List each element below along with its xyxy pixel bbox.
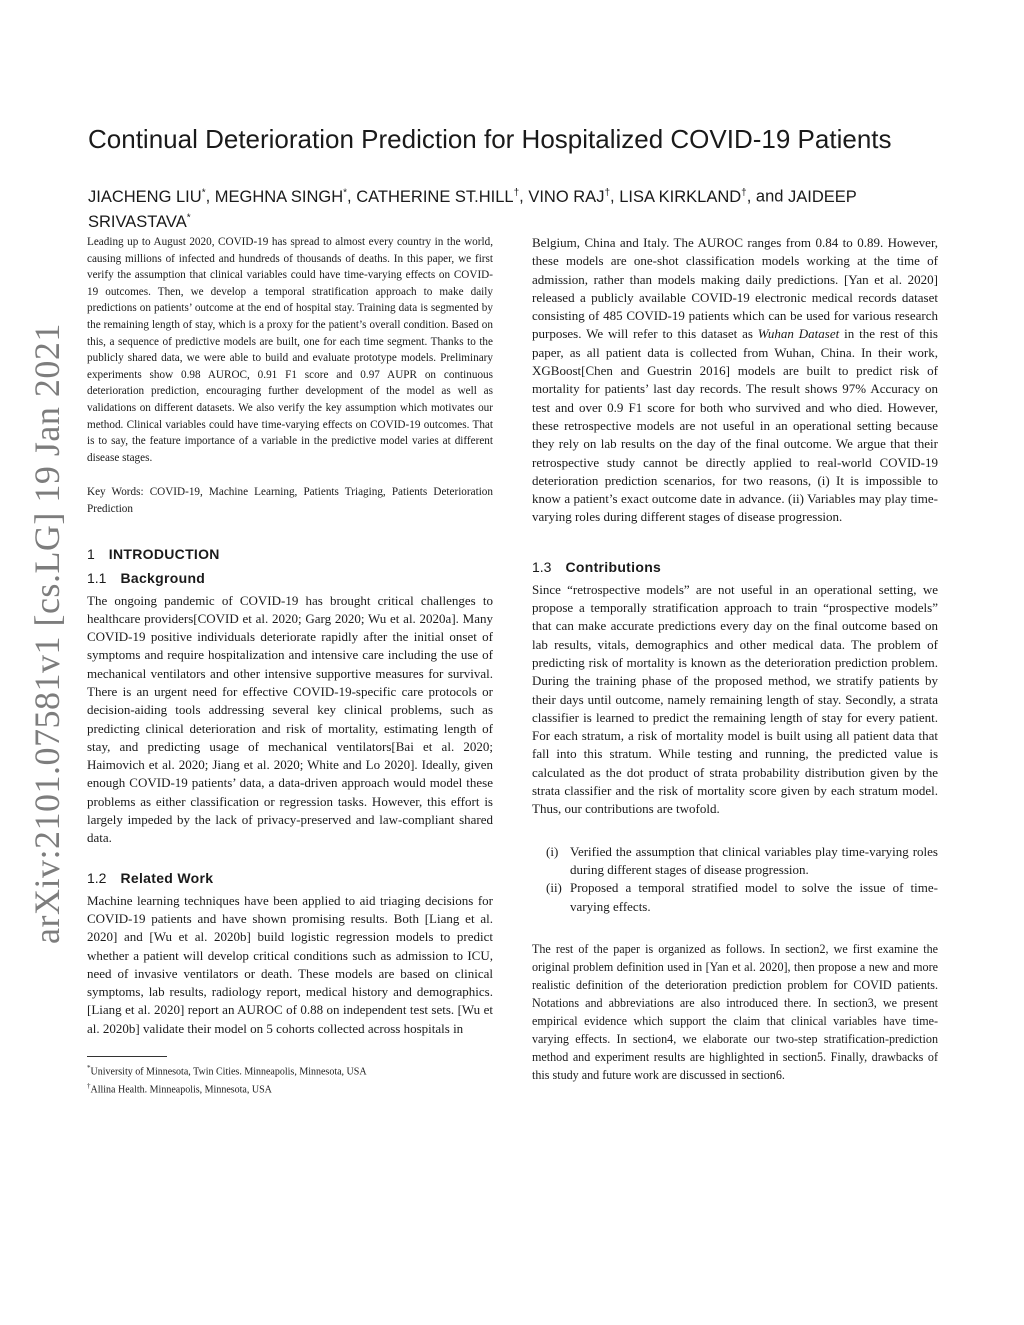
- related-work-paragraph: Machine learning techniques have been applied to aid triaging decisions for COVID-19 patients and have shown promising results. Both [Liang et al. 2020] and [Wu et al. 2020b] build logistic regression models to predict whether a patient will develop critical conditions such as admission to ICU, need of invasive ventilators or death. These models are based on clinical symptoms, lab results, radiology report, medical history and demographics. [Liang et al. 2020] report an AUROC of 0.88 on independent test sets. [Wu et al. 2020b] validate their model on 5 cohorts collected across hospitals in: [87, 892, 493, 1036]
- paper-organization-paragraph: The rest of the paper is organized as follows. In section2, we first examine the original problem definition used in [Yan et al. 2020], then propose a new and more realistic definition of the deterioration prediction problem for COVID patients. Notations and abbreviations are also introduced there. In section3, we present empirical evidence which support the claim that clinical variables have time-varying effects. In section4, we elaborate our two-step stratification-prediction method and experiment results are highlighted in section5. Finally, drawbacks of this study and future work are discussed in section6.: [532, 941, 938, 1083]
- section-heading-background: 1.1 Background: [87, 569, 206, 586]
- related-work-continued: Belgium, China and Italy. The AUROC ranges from 0.84 to 0.89. However, these models are one-shot classification models working at the time of admission, rather than models making daily predictions. [Yan et al. 2020] released a publicly available COVID-19 electronic medical records dataset consisting of 485 COVID-19 patients which can be used for various research purposes. We will refer to this dataset as Wuhan Dataset in the rest of this paper, as all patient data is collected from Wuhan, China. In their work, XGBoost[Chen and Guestrin 2016] models are built to predict risk of mortality for patients’ last day records. The result shows 97% Accuracy on test and over 0.9 F1 score for both who survived and who died. However, these retrospective models are not useful in an operational setting because they rely on lab results on the day of the final outcome. We argue that their retrospective study cannot be directly applied to real-world COVID-19 deterioration prediction scenarios, for two reasons, (i) It is impossible to know a patient’s exact outcome date in advance. (ii) Variables may play time-varying roles during different stages of disease progression.: [532, 235, 938, 525]
- author-4: VINO RAJ†: [528, 187, 611, 206]
- paper-title: Continual Deterioration Prediction for Hospitalized COVID-19 Patients: [88, 124, 892, 154]
- footnote-2: †Allina Health. Minneapolis, Minnesota, USA: [87, 1082, 272, 1096]
- author-2: MEGHNA SINGH*: [214, 187, 348, 206]
- section-heading-introduction: 1 INTRODUCTION: [87, 545, 220, 562]
- footnote-divider: [87, 1056, 167, 1057]
- footnote-1: *University of Minnesota, Twin Cities. Minneapolis, Minnesota, USA: [87, 1064, 367, 1078]
- left-column: [87, 234, 493, 1098]
- abstract: Leading up to August 2020, COVID-19 has spread to almost every country in the world, causing millions of infected and hundreds of thousands of deaths. In this paper, we first verify the assumption that clinical variables could have time-varying effects on COVID-19 outcomes. Then, we develop a temporal stratification approach to make daily predictions on patients’ outcome at the end of hospital stay. Training data is segmented by the remaining length of stay, which is a proxy for the patient’s overall condition. Based on this, a sequence of predictive models are built, one for each time segment. Thanks to the publicly shared data, we were able to build and evaluate prototype models. Preliminary experiments show 0.98 AUROC, 0.91 F1 score and 0.97 AUPR on continuous deterioration prediction, encouraging further development of the model as well as validations on different datasets. We also verify the key assumption which motivates our method. Clinical variables could have time-varying effects on COVID-19 outcomes. That is to say, the feature importance of a variable in the predictive model varies at different disease stages.: [87, 236, 493, 464]
- section-heading-contributions: 1.3 Contributions: [532, 558, 662, 575]
- author-list: JIACHENG LIU*, MEGHNA SINGH*, CATHERINE ST.HILL†, VINO RAJ†, LISA KIRKLAND†, and JAIDEEP SRIVASTAVA*: [88, 187, 857, 231]
- arxiv-identifier: arXiv:2101.07581v1 [cs.LG] 19 Jan 2021: [27, 323, 67, 944]
- list-item: (ii) Proposed a temporal stratified model to solve the issue of time-varying effects.: [546, 880, 938, 914]
- section-heading-related-work: 1.2 Related Work: [87, 869, 214, 886]
- author-6: JAIDEEP SRIVASTAVA*: [88, 187, 857, 231]
- right-column: [532, 234, 938, 1085]
- keywords: Key Words: COVID-19, Machine Learning, Patients Triaging, Patients Deterioration Prediction: [87, 486, 493, 515]
- background-paragraph: The ongoing pandemic of COVID-19 has brought critical challenges to healthcare providers[COVID et al. 2020; Garg 2020; Wu et al. 2020a]. Many COVID-19 positive individuals deteriorate rapidly after the initial onset of symptoms and require hospitalization and intensive care including the use of mechanical ventilators and other intensive supportive measures for survival. There is an urgent need for effective COVID-19-specific care protocols or decision-aiding tools addressing several key clinical problems, such as predicting clinical deterioration and risk of mortality, estimating length of stay, and predicting usage of mechanical ventilators[Bai et al. 2020; Haimovich et al. 2020; Jiang et al. 2020; White and Lo 2020]. Ideally, given enough COVID-19 patients’ data, a data-driven approach would model these problems as either classification or regression tasks. However, this effort is largely impeded by the lack of privacy-preserved and law-compliant shared data.: [87, 592, 493, 846]
- contributions-paragraph: Since “retrospective models” are not useful in an operational setting, we propose a temporally stratification approach to train “prospective models” that can make accurate predictions every day on the final outcome based on lab results, vitals, demographics and other medical data. The problem of predicting risk of mortality is known as the deterioration prediction problem. During the training phase of the proposed method, we stratify patients by their days until outcome, namely remaining length of stay. Secondly, a strata classifier is learned to predict the remaining length of stay for every patient. For each stratum, a risk of mortality model is built using all patient data that fall into this stratum. While testing and running, the predicted value is calculated as the dot product of strata probability distribution given by the strata classifier and the risk of mortality score given by each stratum model. Thus, our contributions are twofold.: [532, 581, 938, 817]
- author-1: JIACHENG LIU*: [88, 187, 206, 206]
- list-item: (i) Verified the assumption that clinical variables play time-varying roles during different stages of disease progression.: [546, 843, 938, 877]
- contributions-list: [546, 843, 938, 916]
- author-5: LISA KIRKLAND†: [619, 187, 747, 206]
- dataset-name: Wuhan Dataset: [757, 326, 840, 342]
- author-3: CATHERINE ST.HILL†: [356, 187, 520, 206]
